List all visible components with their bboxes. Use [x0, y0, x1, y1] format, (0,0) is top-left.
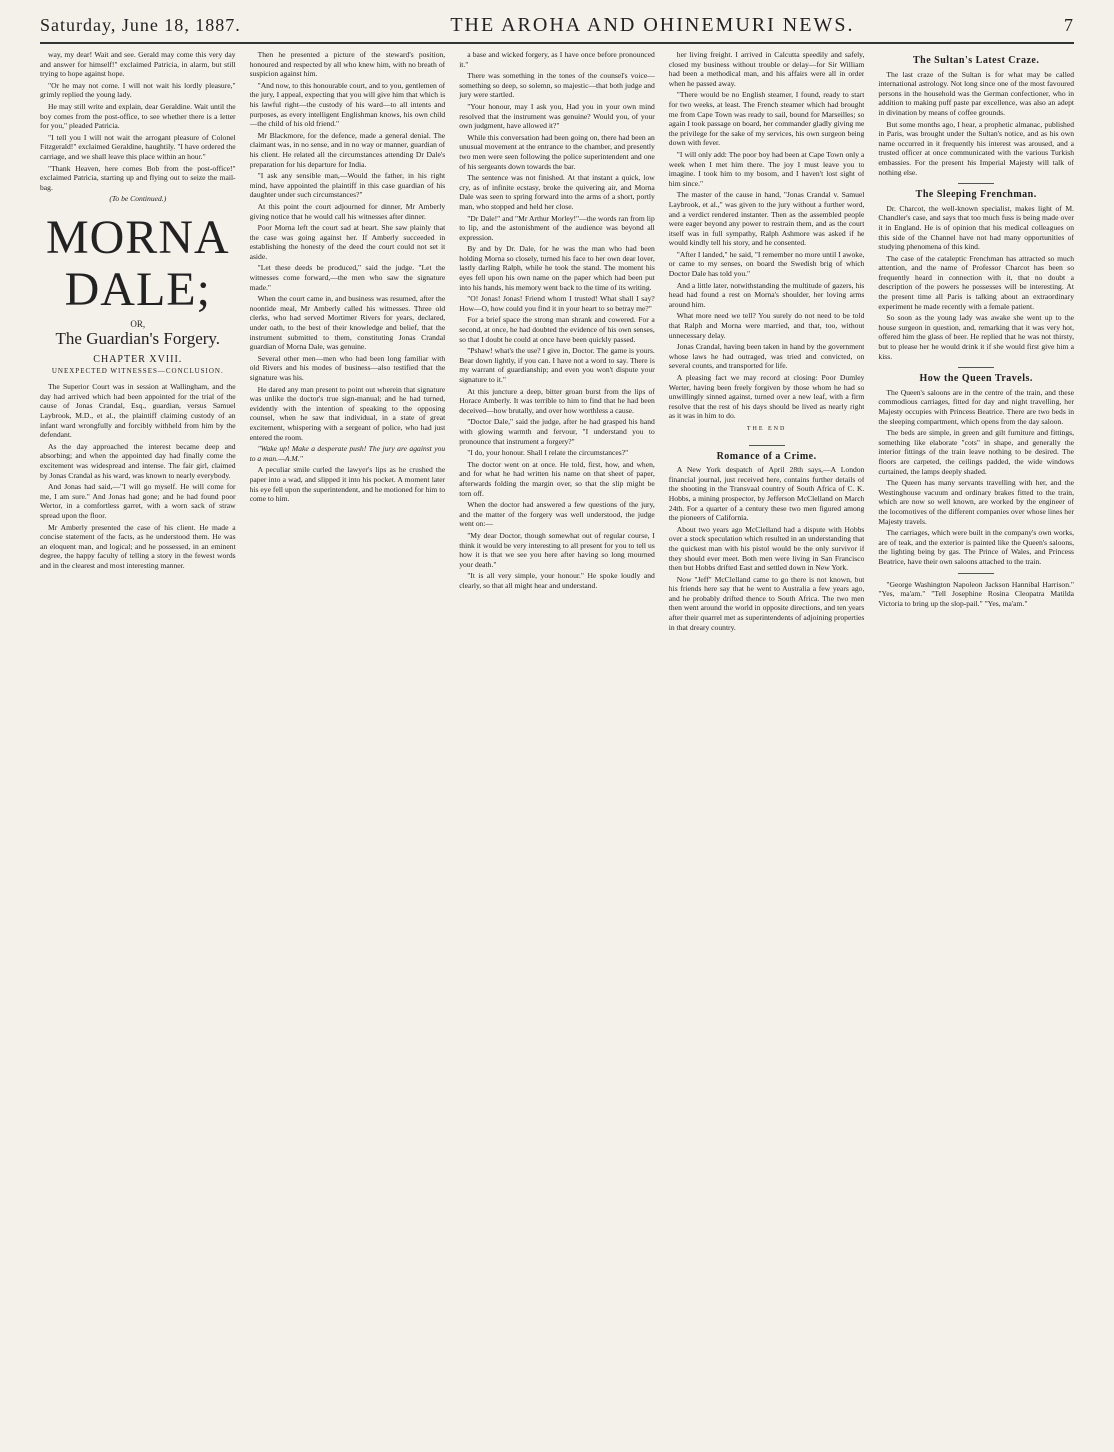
- paragraph: "Pshaw! what's the use? I give in, Doctor. The game is yours. Bear down lightly, if you can. I have not a word to say. There is my warrant of guardianship; and even you won't dispute your signature to it.": [459, 346, 655, 384]
- to-be-continued: (To be Continued.): [109, 194, 167, 204]
- paragraph: "There would be no English steamer, I found, ready to start for two weeks, at least. The French steamer which had brought me from Cape Town was ready to sail, bound for Marseilles; so again I took passage on board, her commander gladly giving me the privilege for the sake of my services, his own surgeon being down with fever.: [668, 90, 865, 148]
- page-number: 7: [1063, 15, 1074, 35]
- paragraph: "Let these deeds be produced," said the judge. "Let the witnesses come forward,—the men who saw the signature made.": [249, 263, 446, 292]
- paragraph: The Queen's saloons are in the centre of the train, and these commodious carriages, fitted for day and night travelling, her Majesty occupies with Princess Beatrice. There are two beds in the sleeping compartment, which opens from the day saloon.: [878, 387, 1074, 426]
- columns: [40, 50, 1074, 1450]
- paragraph: The doctor went on at once. He told, first, how, and when, and for what he had written his name on that sheet of paper, afterwards folding the margin over, so that the slip might be torn off.: [459, 459, 655, 498]
- divider: [958, 573, 994, 574]
- paragraph: "I tell you I will not wait the arrogant pleasure of Colonel Fitzgerald!" exclaimed Geraldine, haughtily. "I have ordered the carriage, and we shall leave this place within an hour.": [40, 132, 236, 161]
- article-heading-sultan: The Sultan's Latest Craze.: [913, 55, 1040, 66]
- paragraph: a base and wicked forgery, as I have once before pronounced it.": [459, 50, 655, 69]
- paragraph: He may still write and explain, dear Geraldine. Wait until the boy comes from the post-office, to see whether there is a letter for you," pleaded Patricia.: [40, 101, 236, 131]
- note-quote: "Wake up! Make a desperate push! The jury are against you to a man.—A.M.": [249, 444, 446, 463]
- paragraph: way, my dear! Wait and see. Gerald may come this very day and answer for himself!" exclaimed Patricia, in alarm, but still trying to hope against hope.: [40, 50, 236, 79]
- paragraph: The carriages, which were built in the company's own works, are of teak, and the exterior is painted like the Queen's saloons, the lighting being by gas. The Prince of Wales, and Princess Beatrice, have their own saloons attached to the train.: [878, 528, 1074, 566]
- paragraph: As the day approached the interest became deep and absorbing; and when the appointed day had finally come the excitement was widespread and intense. The fair girl, claimed by Jonas Crandal as his ward, was known to nearly everybody.: [40, 441, 236, 480]
- paragraph: The sentence was not finished. At that instant a quick, low cry, as of infinite ecstasy, broke the quivering air, and Morna Dale was seen to spring forward into the arms of a short, portly man, who stopped and held her close.: [459, 173, 655, 211]
- paragraph: "My dear Doctor, though somewhat out of regular course, I think it would be very interesting to all present for you to tell us how it is that we see you here after having so long mourned your death.": [459, 530, 655, 569]
- paragraph: "George Washington Napoleon Jackson Hannibal Harrison." "Yes, ma'am." "Tell Josephine Rosina Cleopatra Matilda Victoria to bring up the slop-pail." "Yes, ma'am.": [878, 579, 1074, 608]
- divider: [749, 445, 785, 446]
- paragraph: "I will only add: The poor boy had been at Cape Town only a week when I met him there. The joy I must leave you to imagine. I took him to my bosom, and I haven't lost sight of him since.": [668, 149, 865, 188]
- paragraph: And a little later, notwithstanding the multitude of gazers, his head had found a rest on Morna's shoulder, her loving arms around him.: [668, 280, 865, 309]
- paragraph: At this juncture a deep, bitter groan burst from the lips of Horace Amberly. It was terrible to him to find that he had been deceived—how brutally, and over how worthless a cause.: [459, 386, 655, 415]
- paragraph: Jonas Crandal, having been taken in hand by the government whose laws he had outraged, was tried and convicted, on several counts, and transported for life.: [668, 342, 865, 371]
- paragraph: "After I landed," he said, "I remember no more until I awoke, or came to my senses, on board the Swedish brig of which Doctor Dale has told you.": [668, 249, 865, 279]
- masthead: [40, 12, 1074, 44]
- paragraph: For a brief space the strong man shrank and cowered. For a second, at once, he had doubted the evidence of his own senses, so that I doubt he could at once have been quickly passed.: [459, 315, 655, 344]
- divider: [958, 367, 994, 368]
- paragraph: A pleasing fact we may record at closing: Poor Dumley Werter, having been freely forgiven by those whom he had so unwillingly sinned against, turned over a new leaf, with a firm resolve that the rest of his days should be lived as nearly right as it was in him to do.: [668, 373, 865, 421]
- column-5: [878, 50, 1074, 1450]
- paragraph: The Superior Court was in session at Wallingham, and the day had arrived which had been appointed for the trial of the cause of Jonas Crandal, Esq., guardian, versus Samuel Laybrook, M.D., et al., the plaintiff claiming custody of an infant ward wrongfully and forcibly withheld from him by the defendant.: [40, 382, 236, 440]
- paragraph: Mr Blackmore, for the defence, made a general denial. The claimant was, in no sense, and in no way or manner, guardian of his client. He related all the circumstances attending Dr Dale's preparation for his departure for India.: [249, 130, 446, 169]
- paragraph: Now "Jeff" McClelland came to go there is not known, but his friends here say that he went to Australia a few years ago, and he probably drifted thence to South Africa. The two men then went around the world in opposite directions, and ten years after their quarrel met as superintendents of adjoining properties in that dreary country.: [668, 574, 865, 632]
- paragraph: But some months ago, I hear, a prophetic almanac, published in Paris, was brought under the Sultan's notice, and as his own name occurred in it frequently his interest was aroused, and a trusted officer at once communicated with the various Turkish embassies. For the present his Imperial Majesty will talk of nothing else.: [878, 119, 1074, 177]
- paragraph: "And now, to this honourable court, and to you, gentlemen of the jury, I appeal, expecting that you will give him that which is his lawful right—the custody of his ward—to all intents and purposes, as every intelligent Englishman knows, his own child—the child of his old friend.": [249, 80, 446, 129]
- the-end-mark: THE END: [746, 425, 787, 432]
- paragraph: There was something in the tones of the counsel's voice—something so deep, so solemn, so majestic—that both judge and jury were startled.: [459, 71, 655, 100]
- newspaper-title: THE AROHA AND OHINEMURI NEWS.: [450, 14, 855, 36]
- paragraph: When the court came in, and business was resumed, after the noontide meal, Mr Amberly called his witnesses. Three old clerks, who had served Mortimer Rivers for years, declared, under oath, to the best of their knowledge and belief, that the instrument submitted to them, constituting Jonas Crandal guardian of Morna Dale, was genuine.: [249, 294, 446, 352]
- paragraph: "I do, your honour. Shall I relate the circumstances?": [467, 448, 629, 458]
- article-heading-frenchman: The Sleeping Frenchman.: [915, 189, 1037, 201]
- paragraph: At this point the court adjourned for dinner, Mr Amberly giving notice that he would call his witnesses after dinner.: [249, 201, 446, 221]
- divider: [958, 183, 994, 184]
- column-3: [459, 50, 655, 1450]
- chapter-heading: CHAPTER XVIII.: [93, 354, 183, 366]
- paragraph: And Jonas had said,—"I will go myself. He will come for me, I am sure." And Jonas had gone; and he had found poor Wertor, in a comfortless garret, with a worn sack of straw spread upon the floor.: [40, 482, 236, 520]
- paragraph: When the doctor had answered a few questions of the jury, and the matter of the forgery was well understood, the judge went on:—: [459, 500, 655, 529]
- paragraph: A peculiar smile curled the lawyer's lips as he crushed the paper into a wad, and slipped it into his pocket. A moment later his eye fell upon the superintendent, and he motioned for him to come to him.: [249, 465, 446, 504]
- paragraph: While this conversation had been going on, there had been an unusual movement at the entrance to the chamber, and presently two men were seen following the police superintendent and one of his sergeants down towards the bar.: [459, 132, 655, 171]
- chapter-subheading: UNEXPECTED WITNESSES—CONCLUSION.: [51, 366, 224, 375]
- paragraph: The case of the cataleptic Frenchman has attracted so much attention, and the name of Professor Charcot has been so frequently heard in connection with it, that no doubt a description of the powers he possesses will be interesting. At the present time all Paris is talking about an extraordinary experiment he made recently with a female patient.: [878, 253, 1074, 311]
- column-1: [40, 50, 236, 1450]
- paragraph: "Thank Heaven, here comes Bob from the post-office!" exclaimed Patricia, starting up and flying out to seize the mail-bag.: [40, 163, 236, 192]
- paragraph: Several other men—men who had been long familiar with old Rivers and his modes of business—also testified that the signature was his.: [249, 353, 446, 382]
- column-4: [669, 50, 865, 1450]
- paragraph: So soon as the young lady was awake she went up to the house surgeon in question, and, remarking that it was very hot, offered him the glass of beer. He replied that he was not thirsty, but to please her he would drink it if she would first give him a kiss.: [878, 313, 1074, 361]
- headline-or: OR,: [130, 318, 146, 329]
- paragraph: Dr. Charcot, the well-known specialist, makes light of M. Chandler's case, and says that too much fuss is being made over it in England. He is of opinion that his medical colleagues on this side of the Channel have not had many opportunities of studying phenomena of this kind.: [878, 203, 1074, 252]
- article-heading-romance: Romance of a Crime.: [716, 450, 817, 462]
- paragraph: "Your honour, may I ask you, Had you in your own mind resolved that the instrument was genuine? Would you, of your own judgment, have allowed it?": [459, 101, 655, 131]
- paragraph: The Queen has many servants travelling with her, and the Westinghouse vacuum and ordinary brakes fitted to the train, which are now so well known, are worked by the engineer of the locomotives of the different companies over whose lines her Majesty travels.: [878, 478, 1074, 526]
- article-heading-queen: How the Queen Travels.: [919, 373, 1033, 385]
- paragraph: A New York despatch of April 28th says,—A London financial journal, just received here, contains further details of the shooting in the Transvaal country of South Africa of C. K. Hobbs, a mining prospector, by Jefferson McClelland on March 24th. For a quarter of a century these two men figured among the pioneers of California.: [668, 465, 865, 523]
- paragraph: Mr Amberly presented the case of his client. He made a concise statement of the facts, as he understood them. He was an eloquent man, and logical; and he possessed, in an eminent degree, the happy faculty of telling a story in the fewest words and in the clearest and most interesting manner.: [40, 522, 236, 570]
- paragraph: By and by Dr. Dale, for he was the man who had been holding Morna so closely, turned his face to her own dear lover, lastly darling Ralph, while he took the stand. The moment his eyes fell upon his own name on the paper which had been put into his hands, his memory went back to the time of its writing.: [459, 244, 655, 292]
- paragraph: The beds are simple, in green and gilt furniture and fittings, something like elaborate "cots" in shape, and generally the interior fittings of the train leave nothing to be desired. The floors are carpeted, the ceilings padded, the wide windows curtained, the lamps deeply shaded.: [878, 428, 1074, 476]
- paragraph: He dared any man present to point out wherein that signature was unlike the doctor's true sign-manual; and he had turned, evidently with the intention of speaking to the opposing counsel, when he saw that individual, in a state of great excitement, whispering with a sergeant of police, who had just entered the room.: [249, 384, 446, 442]
- paragraph: What more need we tell? You surely do not need to be told that Ralph and Morna were married, and that, too, without unnecessary delay.: [668, 311, 865, 340]
- issue-date: Saturday, June 18, 1887.: [40, 15, 241, 35]
- story-subtitle: The Guardian's Forgery.: [55, 328, 221, 348]
- paragraph: Then he presented a picture of the steward's position, honoured and respected by all who knew him, with no breath of suspicion against him.: [249, 50, 446, 79]
- story-headline: MORNA DALE;: [45, 210, 230, 316]
- paragraph: "Doctor Dale," said the judge, after he had grasped his hand with glowing warmth and fervour, "I understand you to pronounce that instrument a forgery?": [459, 417, 655, 446]
- column-2: [250, 50, 446, 1450]
- paragraph: "O! Jonas! Jonas! Friend whom I trusted! What shall I say? How—O, how could you find it in your heart to so betray me?": [459, 294, 655, 313]
- paragraph: Poor Morna left the court sad at heart. She saw plainly that the case was going against her. If Amberly succeeded in establishing the honesty of the deed the court could not set it aside.: [249, 223, 446, 261]
- paragraph: The last craze of the Sultan is for what may be called international astrology. Not long since one of the most favoured persons in the household was the German confectioner, who in addition to making puff paste par excellence, was also an adept in divination by means of coffee grounds.: [878, 69, 1074, 117]
- paragraph: "I ask any sensible man,—Would the father, in his right mind, have appointed the plaintiff in this case guardian of his daughter under such circumstances?": [249, 171, 446, 200]
- paragraph: "Or he may not come. I will not wait his lordly pleasure," grimly replied the young lady.: [40, 80, 236, 100]
- paragraph: The master of the cause in hand, "Jonas Crandal v. Samuel Laybrook, et al.," was given to the jury without a further word, and a verdict rendered instanter. Then as the assembled people were eager beyond any power to restrain them, and as the court itself was in full sympathy, Ralph Ashmore was asked if he would kindly tell his story, and he consented.: [668, 190, 865, 248]
- paragraph: About two years ago McClelland had a dispute with Hobbs over a stock speculation which resulted in an understanding that the quickest man with his pistol would be the only survivor if they should ever meet. Both men were living in San Francisco then but Hobbs drifted East and settled down in New York.: [668, 524, 865, 573]
- paragraph: "It is all very simple, your honour." He spoke loudly and clearly, so that all might hear and understand.: [459, 571, 655, 590]
- paragraph: her living freight. I arrived in Calcutta speedily and safely, closed my business without trouble or delay—for Sir William had been a methodical man, and his affairs were all in order when he passed away.: [668, 50, 865, 88]
- paragraph: "Dr Dale!" and "Mr Arthur Morley!"—the words ran from lip to lip, and the astonishment of the audience was beyond all expression.: [459, 213, 655, 242]
